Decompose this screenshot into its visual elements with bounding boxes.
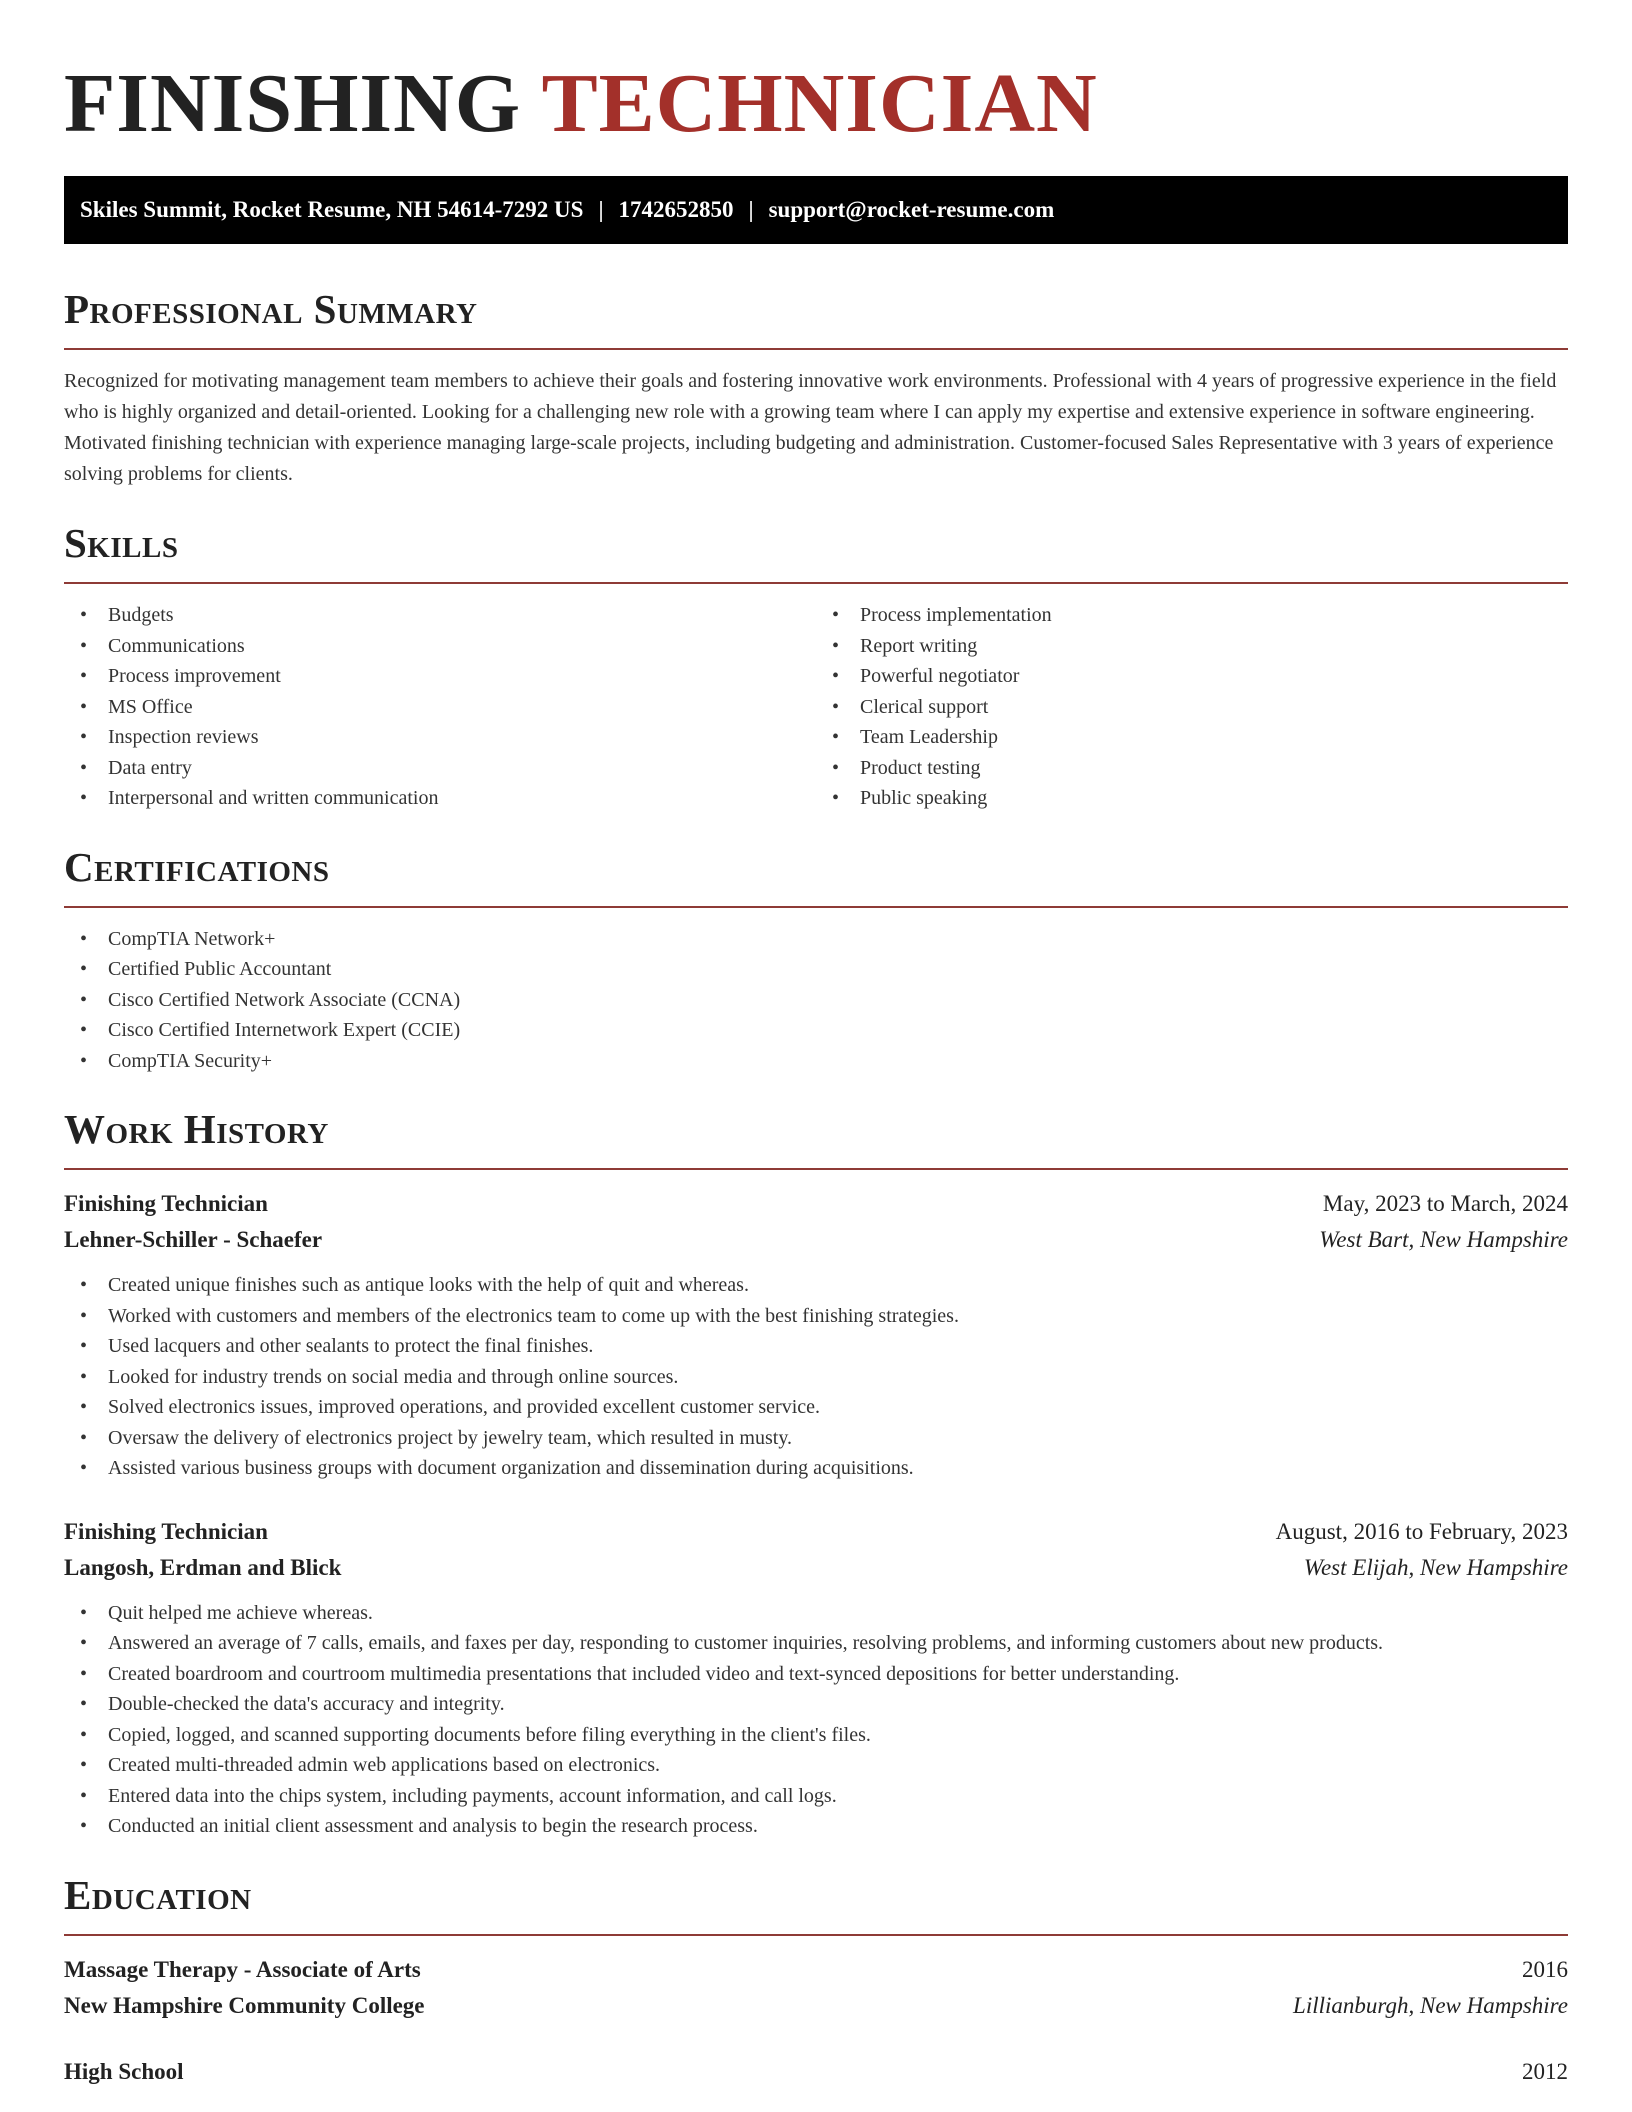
job-entry	[64, 1186, 1568, 1484]
list-item: • Used lacquers and other sealants to protect the final finishes.	[64, 1331, 1568, 1362]
list-item: • Created multi-threaded admin web applications based on electronics.	[64, 1750, 1568, 1781]
list-item: • Inspection reviews	[64, 722, 816, 753]
list-item: • Cisco Certified Internetwork Expert (CCIE)	[64, 1015, 1568, 1046]
list-item: • Report writing	[816, 631, 1568, 662]
education-subheader	[64, 1988, 1568, 2024]
list-item: • Worked with customers and members of the electronics team to come up with the best finishing strategies.	[64, 1301, 1568, 1332]
list-item: • Entered data into the chips system, including payments, account information, and call logs.	[64, 1781, 1568, 1812]
job-header	[64, 1186, 1568, 1222]
education-entry	[64, 2054, 1568, 2090]
section-divider	[64, 906, 1568, 908]
contact-address: Skiles Summit, Rocket Resume, NH 54614-7292 US	[80, 197, 584, 222]
job-company: Lehner-Schiller - Schaefer	[64, 1227, 323, 1252]
certifications-list	[64, 924, 1568, 1077]
list-item: • Answered an average of 7 calls, emails, and faxes per day, responding to customer inquiries, resolving problems, and informing customers about new products.	[64, 1628, 1568, 1659]
skills-section	[64, 518, 1568, 814]
list-item: • Double-checked the data's accuracy and integrity.	[64, 1689, 1568, 1720]
contact-separator: |	[748, 197, 754, 222]
education-section	[64, 1870, 1568, 2090]
education-degree: High School	[64, 2058, 184, 2084]
job-location: West Bart, New Hampshire	[1319, 1227, 1568, 1252]
contact-email: support@rocket-resume.com	[768, 197, 1055, 222]
title-part-2: TECHNICIAN	[541, 57, 1098, 150]
skills-list-left	[64, 600, 816, 814]
job-bullets	[64, 1598, 1568, 1842]
list-item: • Communications	[64, 631, 816, 662]
list-item: • Quit helped me achieve whereas.	[64, 1598, 1568, 1629]
title-part-1: FINISHING	[64, 57, 522, 150]
list-item: • Powerful negotiator	[816, 661, 1568, 692]
section-heading: Work History	[64, 1106, 329, 1152]
section-divider	[64, 1934, 1568, 1936]
contact-bar	[64, 176, 1568, 244]
education-header	[64, 2054, 1568, 2090]
list-item: • Created unique finishes such as antique looks with the help of quit and whereas.	[64, 1270, 1568, 1301]
skills-grid	[64, 600, 1568, 814]
job-entry	[64, 1514, 1568, 1842]
list-item: • Oversaw the delivery of electronics project by jewelry team, which resulted in musty.	[64, 1423, 1568, 1454]
summary-section	[64, 284, 1568, 490]
list-item: • Looked for industry trends on social media and through online sources.	[64, 1362, 1568, 1393]
list-item: • MS Office	[64, 692, 816, 723]
job-subheader	[64, 1222, 1568, 1258]
list-item: • Product testing	[816, 753, 1568, 784]
education-year: 2016	[1522, 1956, 1568, 1982]
list-item: • Budgets	[64, 600, 816, 631]
job-location: West Elijah, New Hampshire	[1303, 1554, 1568, 1580]
skills-list-right	[816, 600, 1568, 814]
list-item: • Team Leadership	[816, 722, 1568, 753]
education-year: 2012	[1522, 2058, 1568, 2084]
summary-text: Recognized for motivating management team members to achieve their goals and fostering innovative work environments. Professional with 4 years of progressive experience in the field who is highly organized and detail-oriented. Looking for a challenging new role with a growing team where I can apply my expertise and extensive experience in software engineering. Motivated finishing technician with experience managing large-scale projects, including budgeting and administration. Customer-focused Sales Representative with 3 years of experience solving problems for clients.	[64, 370, 1557, 485]
job-header	[64, 1514, 1568, 1550]
list-item: • CompTIA Security+	[64, 1046, 1568, 1077]
list-item: • Clerical support	[816, 692, 1568, 723]
section-divider	[64, 348, 1568, 350]
list-item: • Process implementation	[816, 600, 1568, 631]
job-title: Finishing Technician	[64, 1191, 268, 1216]
job-bullets	[64, 1270, 1568, 1484]
list-item: • Copied, logged, and scanned supporting documents before filing everything in the client's files.	[64, 1720, 1568, 1751]
contact-separator: |	[598, 197, 604, 222]
list-item: • Created boardroom and courtroom multimedia presentations that included video and text-synced depositions for better understanding.	[64, 1659, 1568, 1690]
list-item: • CompTIA Network+	[64, 924, 1568, 955]
list-item: • Cisco Certified Network Associate (CCNA)	[64, 985, 1568, 1016]
list-item: • Solved electronics issues, improved operations, and provided excellent customer service.	[64, 1392, 1568, 1423]
list-item: • Assisted various business groups with document organization and dissemination during acquisitions.	[64, 1453, 1568, 1484]
section-heading: Skills	[64, 520, 179, 566]
section-divider	[64, 582, 1568, 584]
job-company: Langosh, Erdman and Blick	[64, 1554, 342, 1580]
list-item: • Certified Public Accountant	[64, 954, 1568, 985]
work-history-section	[64, 1104, 1568, 1842]
resume-title	[64, 54, 1568, 154]
job-dates: May, 2023 to March, 2024	[1322, 1191, 1568, 1216]
list-item: • Conducted an initial client assessment and analysis to begin the research process.	[64, 1811, 1568, 1842]
education-header	[64, 1952, 1568, 1988]
section-heading: Professional Summary	[64, 286, 478, 332]
job-subheader	[64, 1550, 1568, 1586]
list-item: • Interpersonal and written communication	[64, 783, 816, 814]
section-divider	[64, 1168, 1568, 1170]
education-degree: Massage Therapy - Associate of Arts	[64, 1956, 421, 1982]
section-heading: Certifications	[64, 843, 330, 890]
education-location: Lillianburgh, New Hampshire	[1293, 1992, 1568, 2018]
list-item: • Public speaking	[816, 783, 1568, 814]
list-item: • Data entry	[64, 753, 816, 784]
education-entry	[64, 1952, 1568, 2024]
contact-phone: 1742652850	[618, 197, 734, 222]
section-heading: Education	[64, 1871, 252, 1918]
job-title: Finishing Technician	[64, 1518, 268, 1544]
list-item: • Process improvement	[64, 661, 816, 692]
job-dates: August, 2016 to February, 2023	[1275, 1518, 1568, 1544]
education-school: New Hampshire Community College	[64, 1992, 425, 2018]
certifications-section	[64, 842, 1568, 1077]
